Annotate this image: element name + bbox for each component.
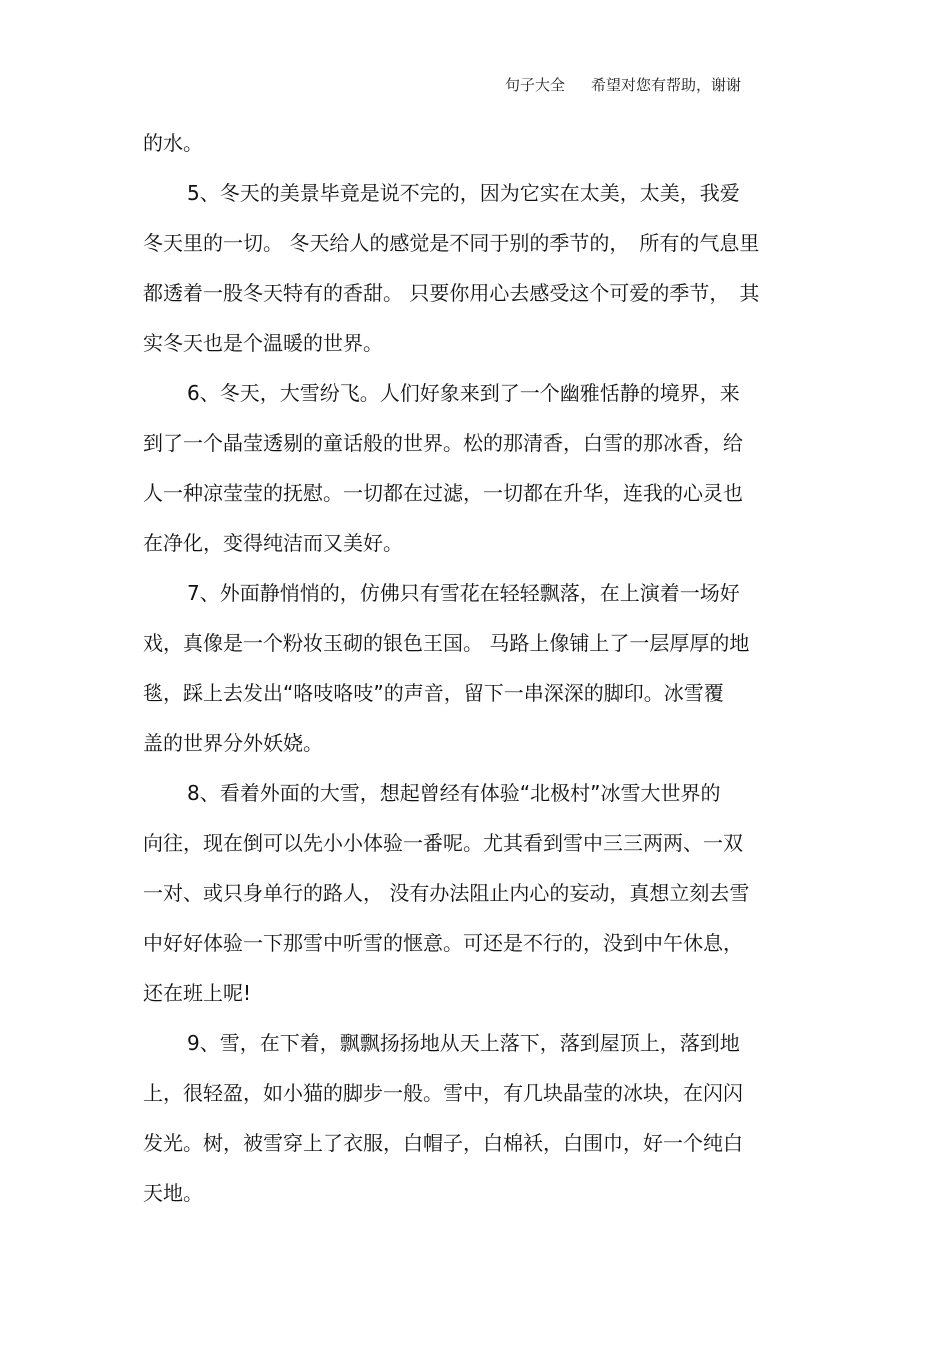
header-note: 希望对您有帮助，谢谢 xyxy=(591,76,742,94)
text-line: 都透着一股冬天特有的香甜。 只要你用心去感受这个可爱的季节， 其 xyxy=(143,281,760,305)
paragraph-6-line: 6、冬天，大雪纷飞。人们好象来到了一个幽雅恬静的境界，来 xyxy=(187,381,740,405)
text-line: 人一种凉莹莹的抚慰。一切都在过滤，一切都在升华，连我的心灵也 xyxy=(143,481,743,505)
text-line: 在净化，变得纯洁而又美好。 xyxy=(143,531,403,555)
paragraph-7-line: 7、外面静悄悄的，仿佛只有雪花在轻轻飘落，在上演着一场好 xyxy=(187,581,740,605)
paragraph-8-line: 8、看着外面的大雪，想起曾经有体验“北极村”冰雪大世界的 xyxy=(187,781,721,805)
text-line: 天地。 xyxy=(143,1181,203,1205)
text-line: 向往，现在倒可以先小小体验一番呢。尤其看到雪中三三两两、一双 xyxy=(143,831,743,855)
text-line: 还在班上呢! xyxy=(143,981,252,1005)
text-line: 毯，踩上去发出“咯吱咯吱”的声音，留下一串深深的脚印。冰雪覆 xyxy=(143,681,724,705)
text-line: 到了一个晶莹透剔的童话般的世界。松的那清香，白雪的那冰香，给 xyxy=(143,431,743,455)
text-line: 发光。树，被雪穿上了衣服，白帽子，白棉袄，白围巾，好一个纯白 xyxy=(143,1131,743,1155)
paragraph-5-line: 5、冬天的美景毕竟是说不完的，因为它实在太美，太美，我爱 xyxy=(187,181,740,205)
page-header xyxy=(505,74,741,96)
text-line: 中好好体验一下那雪中听雪的惬意。可还是不行的，没到中午休息， xyxy=(143,931,743,955)
paragraph-9-line: 9、雪，在下着，飘飘扬扬地从天上落下，落到屋顶上，落到地 xyxy=(187,1031,740,1055)
text-line: 戏，真像是一个粉妆玉砌的银色王国。 马路上像铺上了一层厚厚的地 xyxy=(143,631,750,655)
text-line: 实冬天也是个温暖的世界。 xyxy=(143,331,383,355)
text-line: 盖的世界分外妖娆。 xyxy=(143,731,323,755)
header-source: 句子大全 xyxy=(505,76,566,94)
text-line: 一对、或只身单行的路人， 没有办法阻止内心的妄动，真想立刻去雪 xyxy=(143,881,750,905)
text-line: 冬天里的一切。 冬天给人的感觉是不同于别的季节的， 所有的气息里 xyxy=(143,231,760,255)
text-line: 的水。 xyxy=(143,131,203,155)
text-line: 上，很轻盈，如小猫的脚步一般。雪中，有几块晶莹的冰块，在闪闪 xyxy=(143,1081,743,1105)
